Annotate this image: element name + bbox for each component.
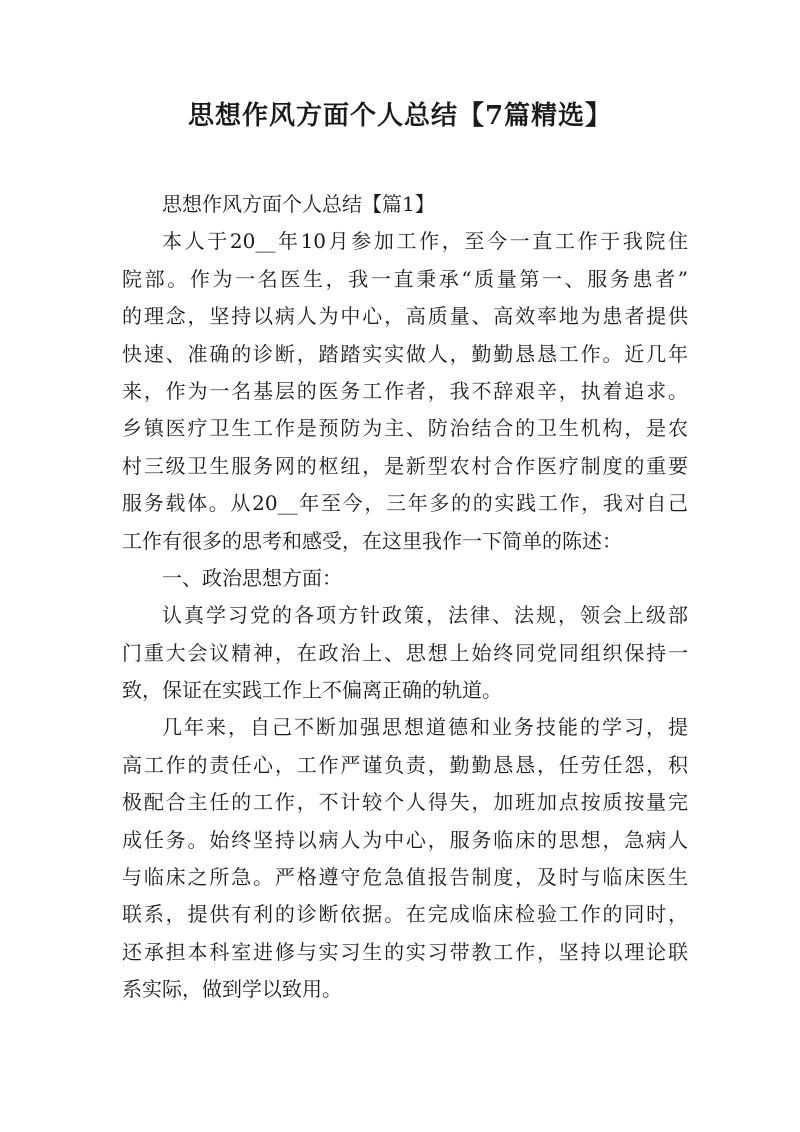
document-title: 思想作风方面个人总结【7篇精选】 — [187, 101, 613, 131]
paragraph-line: 村三级卫生服务网的枢纽，是新型农村合作医疗制度的重要 — [122, 453, 688, 478]
paragraph-line: 门重大会议精神，在政治上、思想上始终同党同组织保持一 — [122, 640, 688, 665]
section-heading-political: 一、政治思想方面： — [162, 565, 342, 590]
paragraph-1 — [122, 223, 688, 560]
document-body — [122, 186, 688, 1009]
paragraph-line: 高工作的责任心，工作严谨负责，勤勤恳恳，任劳任怨，积 — [122, 752, 688, 777]
paragraph-line: 院部。作为一名医生，我一直秉承“质量第一、服务患者” — [122, 266, 688, 291]
section-subheading: 思想作风方面个人总结【篇1】 — [162, 192, 435, 216]
paragraph-line: 与临床之所急。严格遵守危急值报告制度，及时与临床医生 — [122, 865, 688, 890]
paragraph-line: 来，作为一名基层的医务工作者，我不辞艰辛，执着追求。 — [122, 378, 688, 403]
paragraph-line: 本人于20__年10月参加工作，至今一直工作于我院住 — [162, 229, 688, 254]
paragraph-line: 快速、准确的诊断，踏踏实实做人，勤勤恳恳工作。近几年 — [122, 341, 688, 366]
paragraph-line: 服务载体。从20__年至今，三年多的的实践工作，我对自己 — [122, 491, 688, 516]
paragraph-line: 联系，提供有利的诊断依据。在完成临床检验工作的同时， — [122, 902, 688, 927]
paragraph-line: 致，保证在实践工作上不偏离正确的轨道。 — [122, 678, 502, 703]
paragraph-3 — [122, 709, 688, 1008]
paragraph-line: 还承担本科室进修与实习生的实习带教工作，坚持以理论联 — [122, 939, 688, 964]
paragraph-line: 系实际，做到学以致用。 — [122, 977, 342, 1002]
paragraph-line: 极配合主任的工作，不计较个人得失，加班加点按质按量完 — [122, 790, 688, 815]
paragraph-line: 认真学习党的各项方针政策，法律、法规，领会上级部 — [162, 603, 688, 628]
paragraph-2 — [122, 597, 688, 709]
paragraph-line: 几年来，自己不断加强思想道德和业务技能的学习，提 — [162, 715, 688, 740]
paragraph-line: 的理念，坚持以病人为中心，高质量、高效率地为患者提供 — [122, 304, 688, 329]
paragraph-line: 工作有很多的思考和感受，在这里我作一下简单的陈述： — [122, 528, 622, 553]
paragraph-line: 成任务。始终坚持以病人为中心，服务临床的思想，急病人 — [122, 827, 688, 852]
paragraph-line: 乡镇医疗卫生工作是预防为主、防治结合的卫生机构，是农 — [122, 416, 688, 441]
